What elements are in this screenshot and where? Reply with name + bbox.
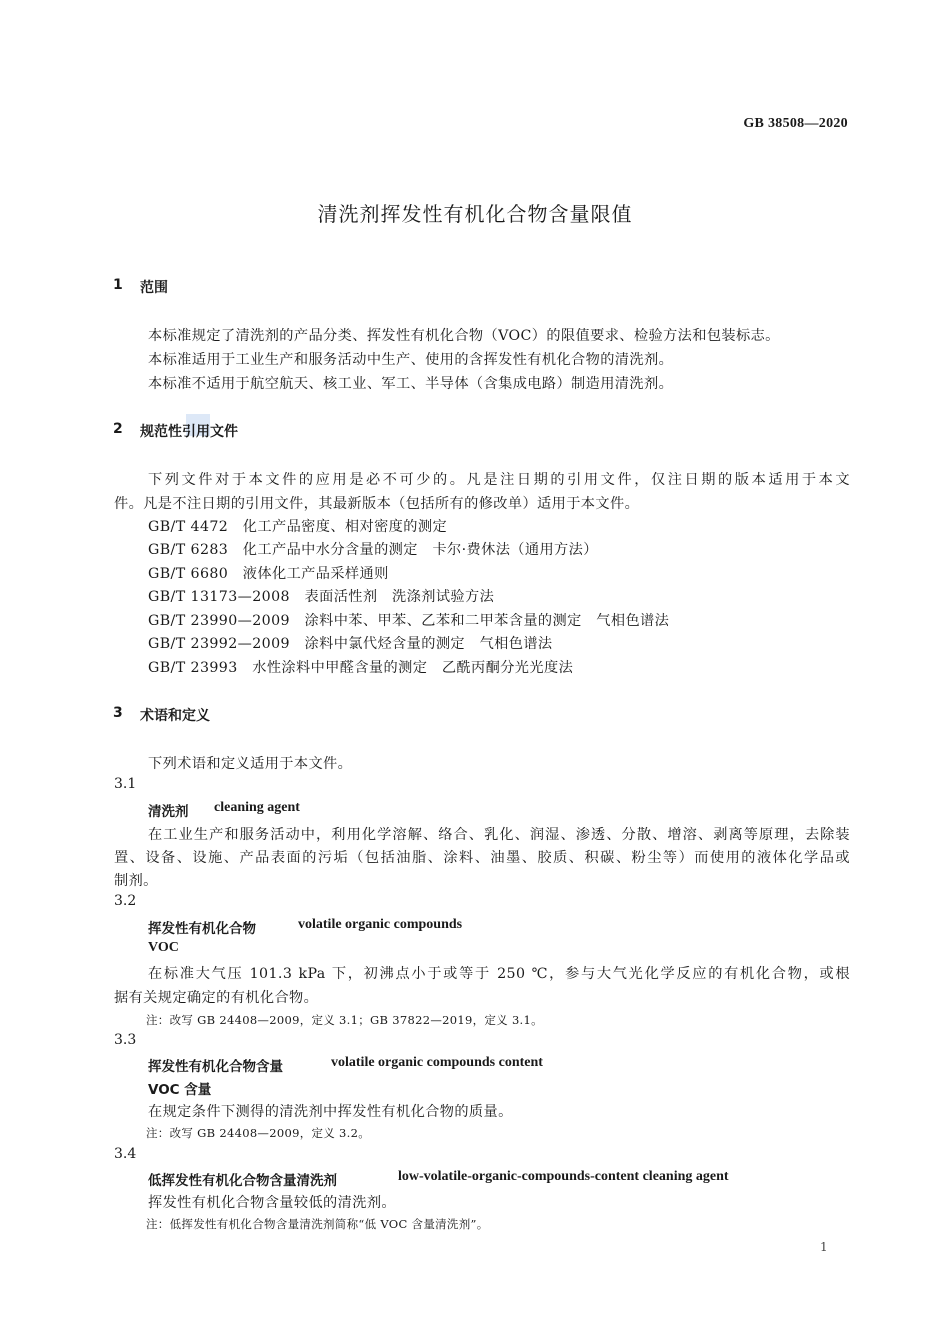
section-3-title: 术语和定义: [140, 708, 210, 724]
term-definition-line3: 制剂。: [114, 873, 158, 889]
term-number: 3.1: [114, 776, 137, 792]
term-definition-line2: 置、设备、设施、产品表面的污垢（包括油脂、涂料、油墨、胶质、积碳、粉尘等）而使用的液体化学品或: [114, 850, 850, 866]
reference-item: GB/T 4472 化工产品密度、相对密度的测定: [148, 519, 448, 535]
term-number: 3.3: [114, 1032, 137, 1048]
term-abbreviation: VOC: [148, 940, 179, 955]
section-1-title: 范围: [140, 280, 168, 296]
term-abbreviation: VOC 含量: [148, 1082, 212, 1098]
standard-code: GB 38508—2020: [743, 116, 848, 131]
term-en: volatile organic compounds: [298, 917, 463, 932]
term-definition: 挥发性有机化合物含量较低的清洗剂。: [148, 1195, 396, 1211]
term-note: 注：改写 GB 24408—2009，定义 3.1；GB 37822—2019，定义 3.1。: [146, 1013, 543, 1027]
term-cn: 清洗剂: [148, 804, 189, 820]
term-number: 3.4: [114, 1146, 137, 1162]
term-en: low-volatile-organic-compounds-content cleaning agent: [398, 1169, 729, 1184]
section-2-intro-line2: 件。凡是不注日期的引用文件，其最新版本（包括所有的修改单）适用于本文件。: [114, 496, 640, 512]
document-title: 清洗剂挥发性有机化合物含量限值: [317, 202, 633, 226]
term-number: 3.2: [114, 893, 137, 909]
term-definition-line1: 在标准大气压 101.3 kPa 下，初沸点小于或等于 250 ℃，参与大气光化学反应的有机化合物，或根: [148, 966, 850, 982]
reference-item: GB/T 13173—2008 表面活性剂 洗涤剂试验方法: [148, 589, 495, 605]
section-1-paragraph: 本标准不适用于航空航天、核工业、军工、半导体（含集成电路）制造用清洗剂。: [148, 376, 674, 392]
reference-item: GB/T 23992—2009 涂料中氯代烃含量的测定 气相色谱法: [148, 636, 553, 652]
reference-item: GB/T 23993 水性涂料中甲醛含量的测定 乙酰丙酮分光光度法: [148, 660, 574, 676]
term-definition-line2: 据有关规定确定的有机化合物。: [114, 990, 319, 1006]
section-2-intro-line1: 下列文件对于本文件的应用是必不可少的。凡是注日期的引用文件，仅注日期的版本适用于本文: [148, 472, 850, 488]
section-1-paragraph: 本标准规定了清洗剂的产品分类、挥发性有机化合物（VOC）的限值要求、检验方法和包装标志。: [148, 328, 780, 344]
term-note: 注：低挥发性有机化合物含量清洗剂简称“低 VOC 含量清洗剂”。: [146, 1217, 489, 1231]
section-3-number: 3: [113, 705, 123, 721]
section-2-title: 规范性引用文件: [140, 424, 238, 440]
section-1-number: 1: [113, 277, 123, 293]
term-note: 注：改写 GB 24408—2009，定义 3.2。: [146, 1126, 371, 1140]
term-en: cleaning agent: [214, 800, 300, 815]
reference-item: GB/T 6283 化工产品中水分含量的测定 卡尔·费休法（通用方法）: [148, 542, 598, 558]
term-en: volatile organic compounds content: [331, 1055, 543, 1070]
term-cn: 挥发性有机化合物含量: [148, 1059, 283, 1075]
term-definition: 在规定条件下测得的清洗剂中挥发性有机化合物的质量。: [148, 1104, 513, 1120]
term-cn: 挥发性有机化合物: [148, 921, 256, 937]
page-number: 1: [820, 1240, 828, 1254]
section-1-paragraph: 本标准适用于工业生产和服务活动中生产、使用的含挥发性有机化合物的清洗剂。: [148, 352, 674, 368]
term-definition-line1: 在工业生产和服务活动中，利用化学溶解、络合、乳化、润湿、渗透、分散、增溶、剥离等原理，去除装: [148, 827, 850, 843]
term-cn: 低挥发性有机化合物含量清洗剂: [148, 1173, 337, 1189]
section-2-number: 2: [113, 421, 123, 437]
section-3-intro: 下列术语和定义适用于本文件。: [148, 756, 353, 772]
reference-item: GB/T 6680 液体化工产品采样通则: [148, 566, 389, 582]
reference-item: GB/T 23990—2009 涂料中苯、甲苯、乙苯和二甲苯含量的测定 气相色谱法: [148, 613, 670, 629]
